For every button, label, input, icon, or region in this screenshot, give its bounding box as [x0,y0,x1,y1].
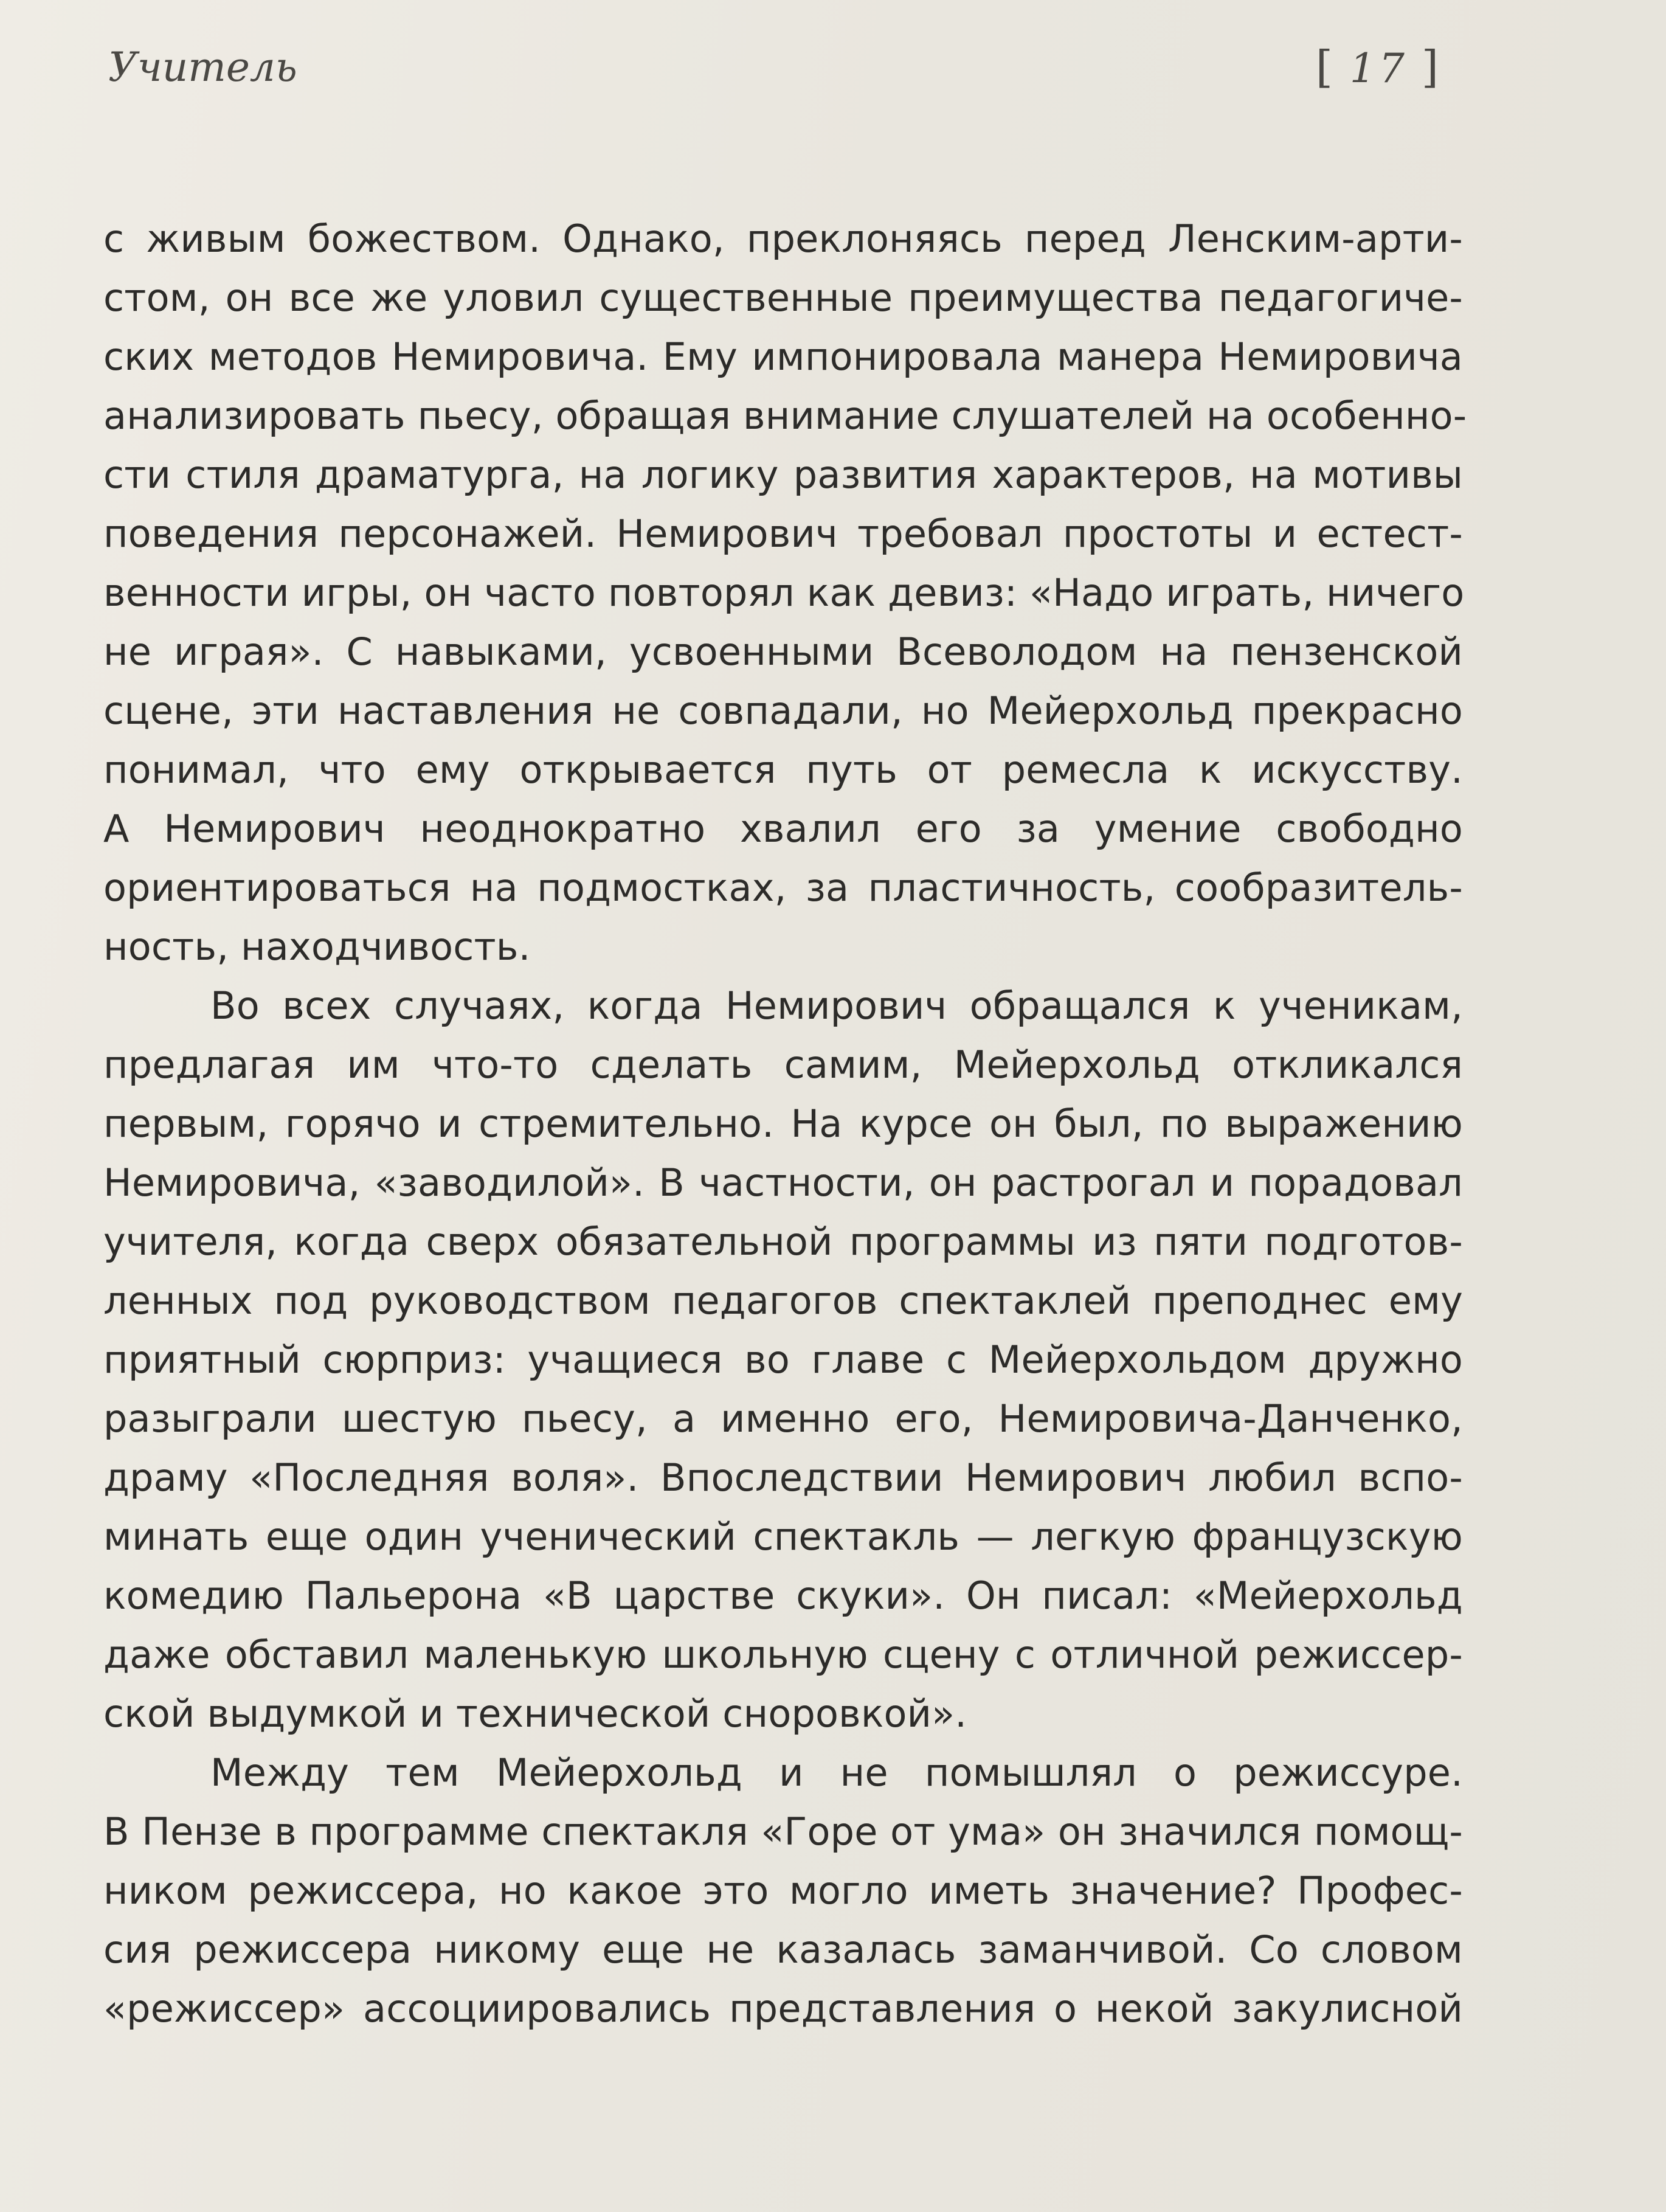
text-line: поведения персонажей. Немирович требовал простоты и естест- [103,511,1463,556]
text-line: сия режиссера никому еще не казалась заманчивой. Со словом [103,1927,1463,1972]
bracket-close: ] [1421,41,1442,92]
text-line: даже обставил маленькую школьную сцену с отличной режиссер- [103,1632,1463,1677]
text-line: Немировича, «заводилой». В частности, он растрогал и порадовал [103,1160,1463,1205]
text-line: приятный сюрприз: учащиеся во главе с Мейерхольдом дружно [103,1337,1463,1382]
text-line: стом, он все же уловил существенные преимущества педагогиче- [103,276,1463,320]
paragraph-first-line: Во всех случаях, когда Немирович обращался к ученикам, [210,983,1463,1028]
text-line: разыграли шестую пьесу, а именно его, Немировича-Данченко, [103,1396,1463,1441]
text-line: драму «Последняя воля». Впоследствии Немирович любил вспо- [103,1455,1463,1500]
page-number-value: 17 [1349,45,1408,92]
text-line: ской выдумкой и технической сноровкой». [103,1691,967,1736]
text-line: с живым божеством. Однако, преклоняясь перед Ленским-арти- [103,217,1463,261]
text-line: В Пензе в программе спектакля «Горе от ума» он значился помощ- [103,1809,1463,1854]
text-line: понимал, что ему открывается путь от ремесла к искусству. [103,747,1463,792]
text-line: «режиссер» ассоциировались представления о некой закулисной [103,1986,1463,2031]
bracket-open: [ [1315,41,1336,92]
page-number [1302,41,1456,92]
text-line: предлагая им что-то сделать самим, Мейерхольд откликался [103,1042,1463,1087]
text-line: венности игры, он часто повторял как девиз: «Надо играть, ничего [103,570,1465,615]
running-header [108,38,1456,105]
text-line: минать еще один ученический спектакль — легкую французскую [103,1514,1463,1559]
text-line: сти стиля драматурга, на логику развития характеров, на мотивы [103,452,1463,497]
text-line: первым, горячо и стремительно. На курсе он был, по выражению [103,1101,1463,1146]
text-line: сцене, эти наставления не совпадали, но Мейерхольд прекрасно [103,688,1463,733]
text-line: А Немирович неоднократно хвалил его за умение свободно [103,806,1463,851]
text-line: анализировать пьесу, обращая внимание слушателей на особенно- [103,394,1467,438]
text-line: ность, находчивость. [103,924,531,969]
text-line: комедию Пальерона «В царстве скуки». Он писал: «Мейерхольд [103,1573,1463,1618]
chapter-title: Учитель [108,44,297,91]
text-line: ских методов Немировича. Ему импонировала манера Немировича [103,335,1463,379]
paragraph-first-line: Между тем Мейерхольд и не помышлял о режиссуре. [210,1750,1463,1795]
text-line: ленных под руководством педагогов спектаклей преподнес ему [103,1278,1463,1323]
body-text [103,209,1467,2038]
text-line: не играя». С навыками, усвоенными Всеволодом на пензенской [103,629,1463,674]
text-line: учителя, когда сверх обязательной программы из пяти подготов- [103,1219,1463,1264]
text-line: ником режиссера, но какое это могло иметь значение? Профес- [103,1868,1463,1913]
text-line: ориентироваться на подмостках, за пластичность, сообразитель- [103,865,1463,910]
